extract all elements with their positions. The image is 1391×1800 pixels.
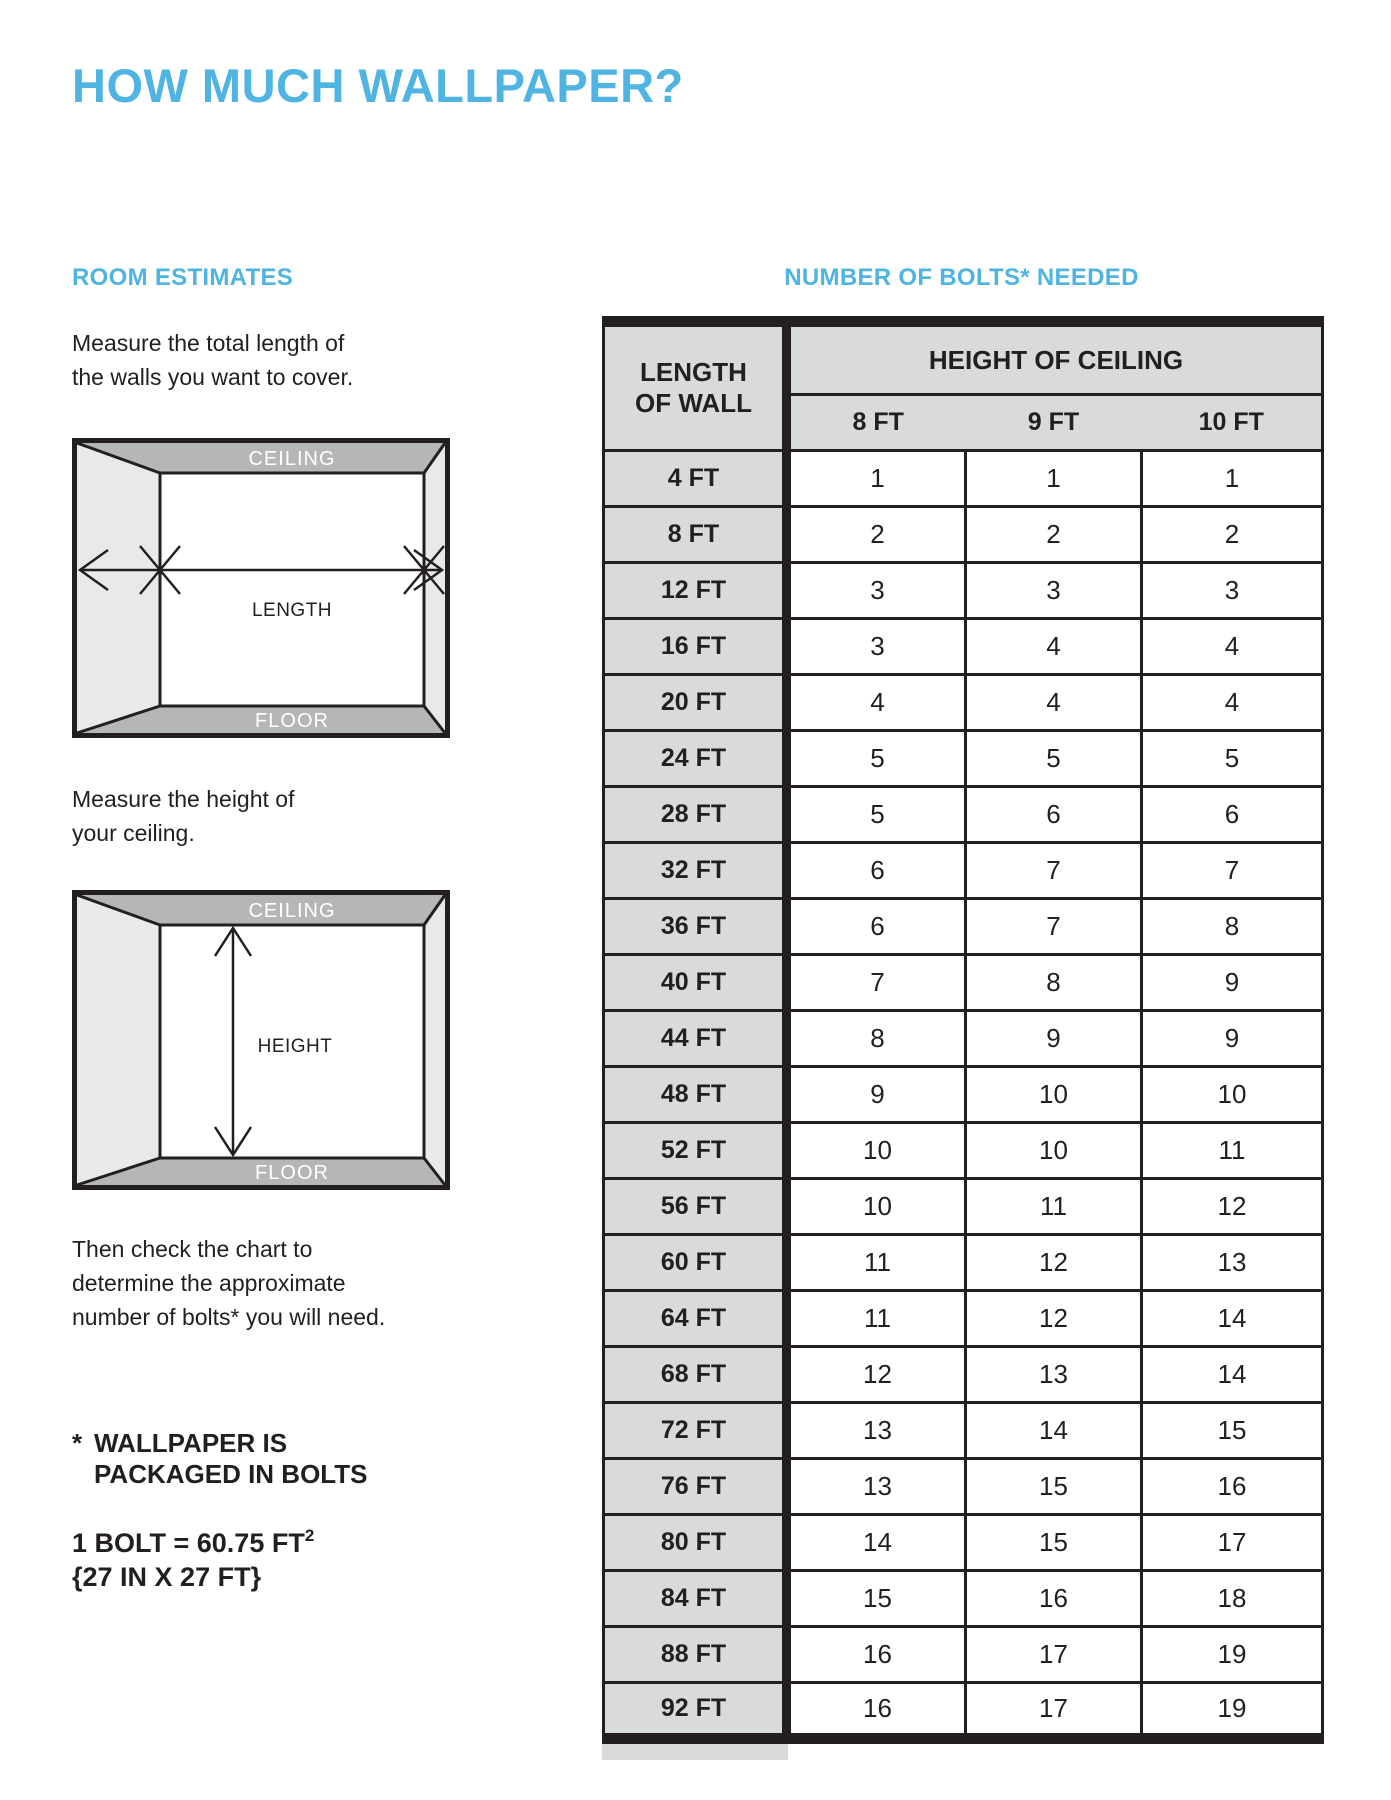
- wall-length-label: 72 FT: [604, 1403, 787, 1459]
- bolt-count-cell: 4: [966, 619, 1142, 675]
- bolt-count-cell: 7: [966, 899, 1142, 955]
- wall-length-label: 80 FT: [604, 1515, 787, 1571]
- wall-length-label: 32 FT: [604, 843, 787, 899]
- wall-length-label: 60 FT: [604, 1235, 787, 1291]
- wall-length-label: 4 FT: [604, 451, 787, 507]
- wall-length-label: 40 FT: [604, 955, 787, 1011]
- bolt-count-cell: 4: [1142, 619, 1323, 675]
- bolts-table-wrap: [602, 316, 1324, 1760]
- table-header-row: [604, 322, 1323, 395]
- bolt-count-cell: 8: [966, 955, 1142, 1011]
- bolt-count-cell: 6: [1142, 787, 1323, 843]
- bolt-count-cell: 5: [966, 731, 1142, 787]
- step2-line1: Measure the height of: [72, 786, 295, 812]
- table-row: [604, 1627, 1323, 1683]
- table-row: [604, 1067, 1323, 1123]
- bolt-count-cell: 15: [1142, 1403, 1323, 1459]
- bolt-count-cell: 15: [966, 1459, 1142, 1515]
- table-row: [604, 955, 1323, 1011]
- bolt-equation-superscript: 2: [304, 1526, 315, 1545]
- wall-length-label: 48 FT: [604, 1067, 787, 1123]
- table-row: [604, 507, 1323, 563]
- bolt-count-cell: 14: [966, 1403, 1142, 1459]
- length-header-line1: LENGTH: [640, 357, 747, 387]
- height-of-ceiling-header: HEIGHT OF CEILING: [787, 322, 1323, 395]
- table-row: [604, 1683, 1323, 1739]
- bolt-count-cell: 3: [966, 563, 1142, 619]
- bolt-count-cell: 3: [1142, 563, 1323, 619]
- step1-text: [72, 326, 353, 394]
- bolt-table-body: [604, 451, 1323, 1739]
- bolt-count-cell: 1: [787, 451, 966, 507]
- page-title: HOW MUCH WALLPAPER?: [72, 59, 684, 112]
- footnote-asterisk: *: [72, 1428, 83, 1458]
- wall-length-label: 12 FT: [604, 563, 787, 619]
- table-row: [604, 619, 1323, 675]
- ceiling-label: CEILING: [248, 448, 336, 470]
- bolt-count-cell: 8: [1142, 899, 1323, 955]
- bolt-count-cell: 10: [966, 1123, 1142, 1179]
- bolt-count-cell: 11: [787, 1291, 966, 1347]
- step2-text: [72, 782, 294, 850]
- bolt-count-cell: 7: [1142, 843, 1323, 899]
- bolt-count-cell: 5: [787, 731, 966, 787]
- bolt-count-cell: 14: [1142, 1347, 1323, 1403]
- bolt-count-cell: 6: [787, 899, 966, 955]
- bolt-count-cell: 16: [1142, 1459, 1323, 1515]
- bolt-count-cell: 11: [966, 1179, 1142, 1235]
- bolt-count-cell: 12: [787, 1347, 966, 1403]
- bolts-table: [602, 316, 1324, 1744]
- table-heading: NUMBER OF BOLTS* NEEDED: [784, 264, 1139, 291]
- step1-line1: Measure the total length of: [72, 330, 345, 356]
- bolt-count-cell: 12: [966, 1291, 1142, 1347]
- ceiling-height-header: 8 FT: [787, 395, 966, 451]
- bolt-equation: [72, 1527, 314, 1559]
- wall-length-label: 64 FT: [604, 1291, 787, 1347]
- bolt-count-cell: 5: [787, 787, 966, 843]
- bolt-count-cell: 6: [966, 787, 1142, 843]
- room-length-diagram: [72, 438, 450, 738]
- bolt-count-cell: 11: [1142, 1123, 1323, 1179]
- room-walls: [75, 441, 448, 736]
- wall-length-label: 8 FT: [604, 507, 787, 563]
- bolt-count-cell: 13: [787, 1459, 966, 1515]
- room-height-diagram: [72, 890, 450, 1190]
- step1-line2: the walls you want to cover.: [72, 364, 354, 390]
- bolt-count-cell: 9: [787, 1067, 966, 1123]
- table-row: [604, 1123, 1323, 1179]
- bolt-count-cell: 11: [787, 1235, 966, 1291]
- wall-length-label: 68 FT: [604, 1347, 787, 1403]
- bolt-count-cell: 3: [787, 563, 966, 619]
- bolt-count-cell: 2: [966, 507, 1142, 563]
- table-row: [604, 1515, 1323, 1571]
- footnote-lines: [94, 1428, 367, 1490]
- bolt-count-cell: 12: [966, 1235, 1142, 1291]
- height-dimension-label: HEIGHT: [257, 1036, 333, 1057]
- table-row: [604, 1403, 1323, 1459]
- bolt-count-cell: 16: [787, 1683, 966, 1739]
- table-row: [604, 1459, 1323, 1515]
- length-dimension-label: LENGTH: [251, 600, 333, 621]
- bolt-count-cell: 2: [787, 507, 966, 563]
- table-row: [604, 1347, 1323, 1403]
- bolt-count-cell: 14: [787, 1515, 966, 1571]
- bolt-count-cell: 17: [966, 1683, 1142, 1739]
- bolt-count-cell: 17: [1142, 1515, 1323, 1571]
- bolt-count-cell: 17: [966, 1627, 1142, 1683]
- table-row: [604, 1291, 1323, 1347]
- table-row: [604, 1235, 1323, 1291]
- table-stub: [602, 1744, 788, 1760]
- bolt-count-cell: 1: [966, 451, 1142, 507]
- bolt-count-cell: 4: [966, 675, 1142, 731]
- wall-length-label: 92 FT: [604, 1683, 787, 1739]
- bolt-count-cell: 10: [787, 1123, 966, 1179]
- bolt-count-cell: 9: [1142, 1011, 1323, 1067]
- step3-text: [72, 1232, 385, 1334]
- bolt-count-cell: 8: [787, 1011, 966, 1067]
- wall-length-label: 52 FT: [604, 1123, 787, 1179]
- bolt-count-cell: 16: [787, 1627, 966, 1683]
- wallpaper-footnote: [72, 1428, 367, 1490]
- wall-length-label: 84 FT: [604, 1571, 787, 1627]
- bolt-count-cell: 7: [787, 955, 966, 1011]
- bolt-count-cell: 19: [1142, 1627, 1323, 1683]
- table-row: [604, 787, 1323, 843]
- step3-line1: Then check the chart to: [72, 1236, 313, 1262]
- floor-label: FLOOR: [255, 710, 329, 732]
- bolt-count-cell: 10: [787, 1179, 966, 1235]
- bolt-count-cell: 13: [966, 1347, 1142, 1403]
- table-row: [604, 675, 1323, 731]
- table-row: [604, 843, 1323, 899]
- bolt-count-cell: 5: [1142, 731, 1323, 787]
- ceiling-label: CEILING: [248, 900, 336, 922]
- bolt-count-cell: 13: [787, 1403, 966, 1459]
- bolt-count-cell: 4: [1142, 675, 1323, 731]
- table-row: [604, 451, 1323, 507]
- bolt-count-cell: 16: [966, 1571, 1142, 1627]
- step3-line3: number of bolts* you will need.: [72, 1304, 386, 1330]
- wall-length-label: 24 FT: [604, 731, 787, 787]
- wall-length-label: 20 FT: [604, 675, 787, 731]
- bolt-count-cell: 14: [1142, 1291, 1323, 1347]
- wall-length-label: 44 FT: [604, 1011, 787, 1067]
- room-estimates-heading: ROOM ESTIMATES: [72, 264, 294, 291]
- bolt-count-cell: 18: [1142, 1571, 1323, 1627]
- bolt-dimensions: {27 IN X 27 FT}: [72, 1562, 262, 1592]
- bolt-count-cell: 2: [1142, 507, 1323, 563]
- bolt-count-cell: 10: [1142, 1067, 1323, 1123]
- bolt-count-cell: 3: [787, 619, 966, 675]
- step2-line2: your ceiling.: [72, 820, 195, 846]
- bolt-count-cell: 6: [787, 843, 966, 899]
- bolt-equation-main: 1 BOLT = 60.75 FT: [72, 1528, 305, 1558]
- bolt-count-cell: 15: [966, 1515, 1142, 1571]
- table-row: [604, 899, 1323, 955]
- footnote-line2: PACKAGED IN BOLTS: [94, 1459, 368, 1489]
- bolt-count-cell: 10: [966, 1067, 1142, 1123]
- floor-label: FLOOR: [255, 1162, 329, 1184]
- table-row: [604, 563, 1323, 619]
- table-row: [604, 1179, 1323, 1235]
- bolt-count-cell: 9: [966, 1011, 1142, 1067]
- wall-length-label: 88 FT: [604, 1627, 787, 1683]
- wall-length-label: 76 FT: [604, 1459, 787, 1515]
- length-of-wall-header: [604, 322, 787, 451]
- step3-line2: determine the approximate: [72, 1270, 346, 1296]
- ceiling-height-header: 10 FT: [1142, 395, 1323, 451]
- wall-length-label: 36 FT: [604, 899, 787, 955]
- bolt-count-cell: 7: [966, 843, 1142, 899]
- wall-length-label: 16 FT: [604, 619, 787, 675]
- bolt-count-cell: 9: [1142, 955, 1323, 1011]
- wall-length-label: 28 FT: [604, 787, 787, 843]
- bolt-count-cell: 19: [1142, 1683, 1323, 1739]
- table-row: [604, 731, 1323, 787]
- ceiling-height-header: 9 FT: [966, 395, 1142, 451]
- wall-length-label: 56 FT: [604, 1179, 787, 1235]
- bolt-count-cell: 15: [787, 1571, 966, 1627]
- table-row: [604, 1571, 1323, 1627]
- bolt-count-cell: 12: [1142, 1179, 1323, 1235]
- bolt-count-cell: 13: [1142, 1235, 1323, 1291]
- footnote-line1: WALLPAPER IS: [94, 1428, 288, 1458]
- bolt-count-cell: 1: [1142, 451, 1323, 507]
- table-row: [604, 1011, 1323, 1067]
- length-header-line2: OF WALL: [635, 388, 752, 418]
- bolt-count-cell: 4: [787, 675, 966, 731]
